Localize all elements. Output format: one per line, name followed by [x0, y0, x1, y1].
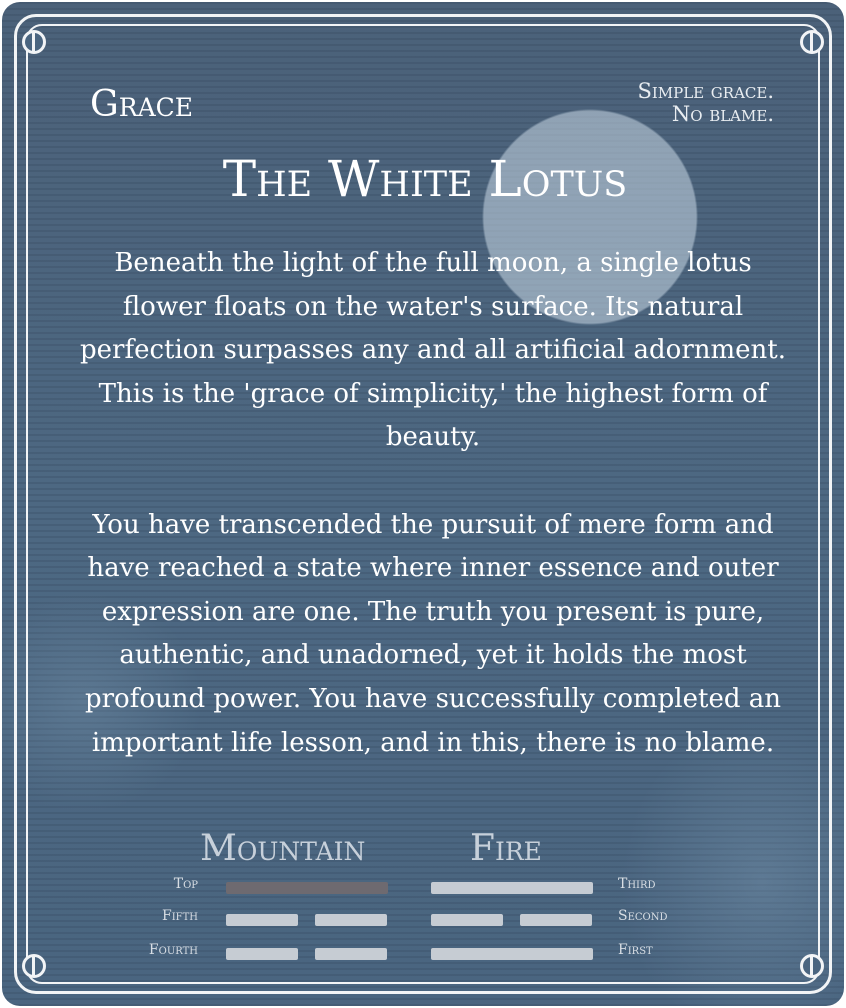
motto: [637, 80, 774, 126]
broken-line-segment: [315, 948, 387, 960]
broken-line-segment: [315, 914, 387, 926]
corner-knot-icon: [800, 30, 824, 54]
motto-line: No blame.: [671, 102, 774, 126]
hexagram-name: Grace: [90, 84, 194, 125]
card-body: [80, 242, 786, 809]
line-label: Third: [618, 876, 656, 892]
paragraph: Beneath the light of the full moon, a single lotus flower floats on the water's surface. Its natural perfection surpasses any and all artificial adornment. This is the 'grace of simplicity,' the highest form of beauty.: [80, 248, 787, 453]
hexagram-card: [2, 2, 844, 1006]
solid-line-segment: [431, 948, 593, 960]
line-label: First: [618, 942, 653, 958]
broken-line-segment: [520, 914, 592, 926]
corner-knot-icon: [22, 954, 46, 978]
broken-line-segment: [226, 948, 298, 960]
line-label: Fourth: [148, 942, 198, 958]
line-label: Second: [618, 908, 668, 924]
motto-line: Simple grace.: [637, 79, 774, 103]
paragraph: You have transcended the pursuit of mere form and have reached a state where inner essence and outer expression are one. The truth you present is pure, authentic, and unadorned, yet it holds the most profound power. You have successfully completed an important life lesson, and in this, there is no blame.: [84, 509, 782, 758]
line-label: Fifth: [162, 908, 198, 924]
upper-trigram-name: Mountain: [200, 828, 366, 869]
broken-line-segment: [431, 914, 503, 926]
line-label: Top: [173, 876, 198, 892]
lower-trigram-name: Fire: [470, 828, 542, 869]
solid-line-segment: [431, 882, 593, 894]
corner-knot-icon: [800, 954, 824, 978]
card-title: The White Lotus: [222, 150, 628, 208]
corner-knot-icon: [22, 30, 46, 54]
solid-line-segment: [226, 882, 388, 894]
broken-line-segment: [226, 914, 298, 926]
